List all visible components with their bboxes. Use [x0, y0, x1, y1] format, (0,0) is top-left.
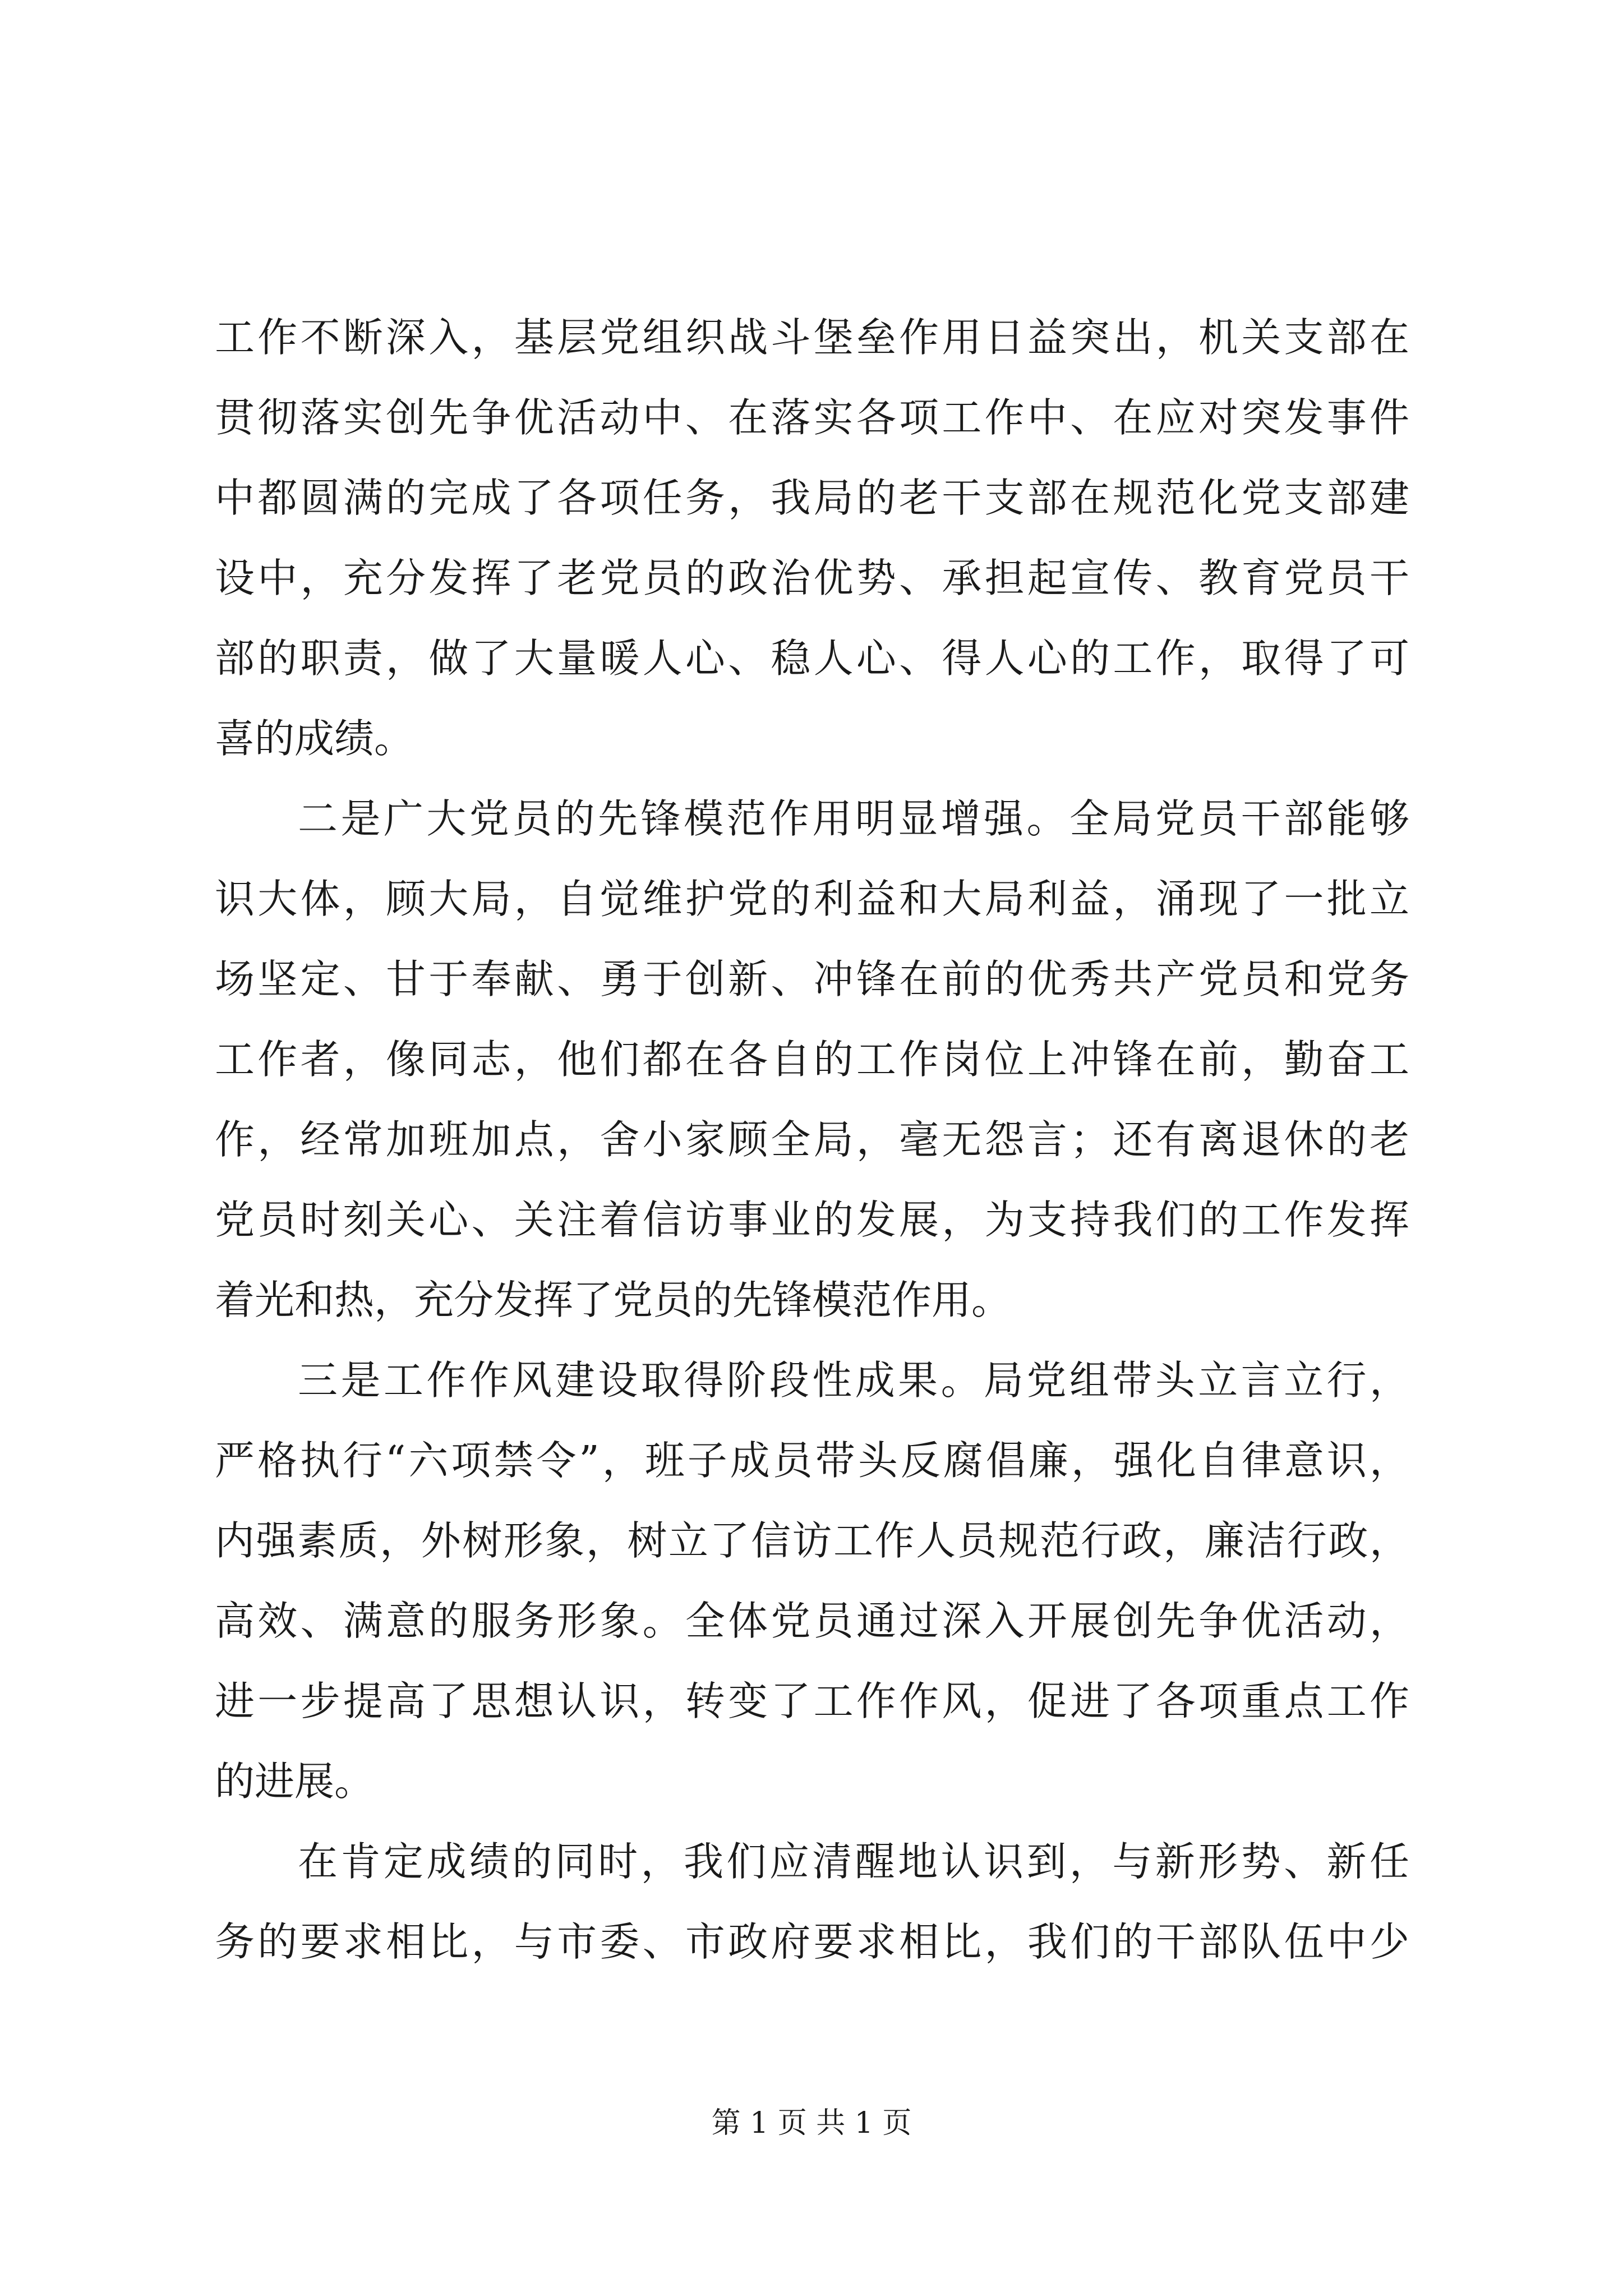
text-line-11: 作，经常加班加点，舍小家顾全局，毫无怨言；还有离退休的老 — [215, 1116, 1409, 1163]
text-line-19: 的进展。 — [215, 1758, 375, 1805]
text-line-8: 识大体，顾大局，自觉维护党的利益和大局利益，涌现了一批立 — [215, 876, 1409, 922]
text-line-1: 工作不断深入，基层党组织战斗堡垒作用日益突出，机关支部在 — [215, 314, 1409, 361]
text-line-6: 喜的成绩。 — [215, 715, 414, 762]
text-line-14: 三是工作作风建设取得阶段性成果。局党组带头立言立行， — [298, 1357, 1409, 1404]
text-line-21: 务的要求相比，与市委、市政府要求相比，我们的干部队伍中少 — [215, 1918, 1409, 1965]
text-line-18: 进一步提高了思想认识，转变了工作作风，促进了各项重点工作 — [215, 1678, 1409, 1724]
text-line-12: 党员时刻关心、关注着信访事业的发展，为支持我们的工作发挥 — [215, 1197, 1409, 1243]
text-line-13: 着光和热，充分发挥了党员的先锋模范作用。 — [215, 1277, 1012, 1323]
text-line-16: 内强素质，外树形象，树立了信访工作人员规范行政，廉洁行政， — [215, 1517, 1409, 1564]
text-line-9: 场坚定、甘于奉献、勇于创新、冲锋在前的优秀共产党员和党务 — [215, 956, 1409, 1002]
text-line-2: 贯彻落实创先争优活动中、在落实各项工作中、在应对突发事件 — [215, 394, 1409, 441]
text-line-3: 中都圆满的完成了各项任务，我局的老干支部在规范化党支部建 — [215, 475, 1409, 521]
document-body — [215, 297, 1409, 1982]
text-line-17: 高效、满意的服务形象。全体党员通过深入开展创先争优活动， — [215, 1598, 1409, 1644]
text-line-4: 设中，充分发挥了老党员的政治优势、承担起宣传、教育党员干 — [215, 555, 1409, 601]
text-line-5: 部的职责，做了大量暖人心、稳人心、得人心的工作，取得了可 — [215, 635, 1409, 682]
text-line-15: 严格执行“六项禁令”，班子成员带头反腐倡廉，强化自律意识， — [215, 1437, 1409, 1484]
text-line-20: 在肯定成绩的同时，我们应清醒地认识到，与新形势、新任 — [298, 1838, 1409, 1885]
page-number-label: 第 1 页 共 1 页 — [711, 2106, 912, 2140]
text-line-7: 二是广大党员的先锋模范作用明显增强。全局党员干部能够 — [298, 795, 1409, 842]
page-footer — [0, 2104, 1623, 2143]
text-line-10: 工作者，像同志，他们都在各自的工作岗位上冲锋在前，勤奋工 — [215, 1036, 1409, 1083]
